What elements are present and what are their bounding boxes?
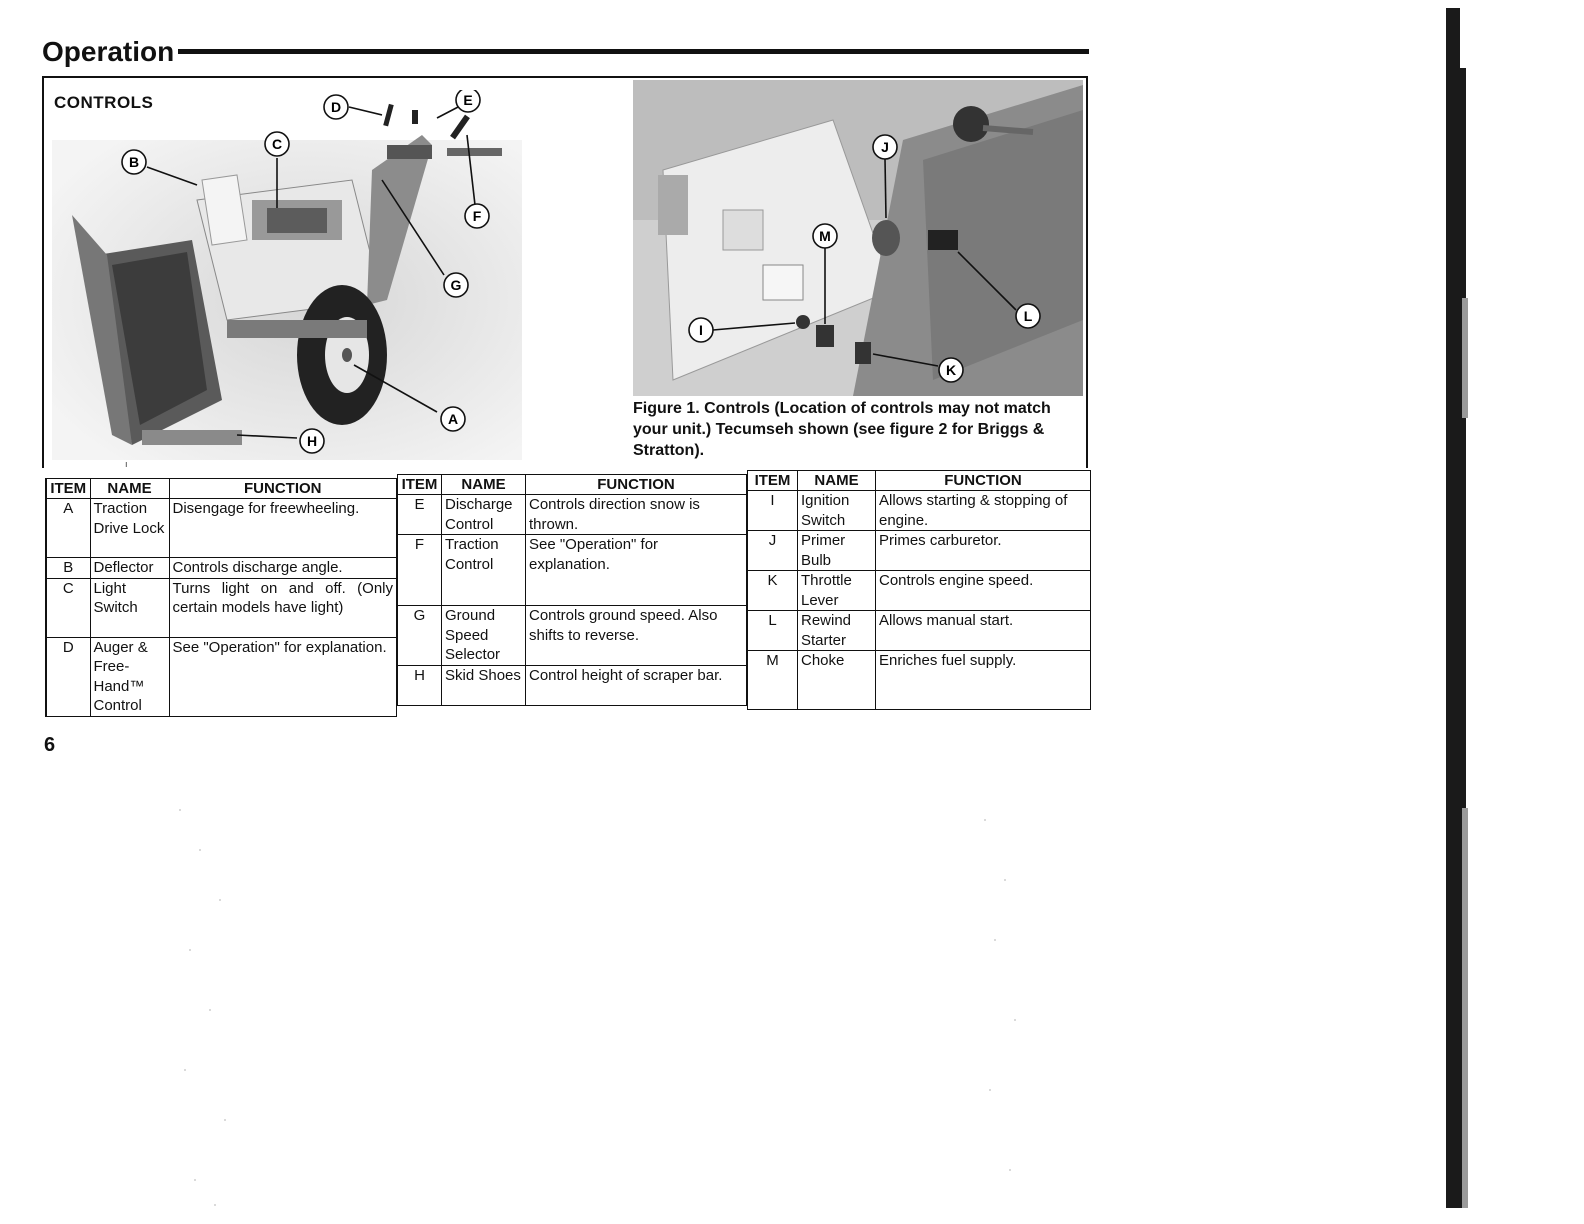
callout-d-label: D	[330, 99, 342, 115]
cell-name: Ignition Switch	[798, 491, 876, 531]
table-row	[46, 499, 397, 558]
cell-name: Traction Control	[442, 535, 526, 606]
header-name: NAME	[798, 471, 876, 491]
title-rule	[178, 49, 1089, 54]
header-name: NAME	[90, 479, 169, 499]
table-row	[748, 651, 1091, 710]
cell-name: Skid Shoes	[442, 665, 526, 705]
cell-function: Turns light on and off. (Only certain models have light)	[169, 578, 397, 637]
callout-a-label: A	[447, 411, 459, 427]
cell-name: Deflector	[90, 558, 169, 579]
cell-function: Controls engine speed.	[876, 571, 1091, 611]
header-item: ITEM	[748, 471, 798, 491]
cell-item: F	[398, 535, 442, 606]
cell-name: Discharge Control	[442, 495, 526, 535]
cell-function: Allows starting & stopping of engine.	[876, 491, 1091, 531]
callout-f-label: F	[472, 208, 482, 224]
cell-name: Primer Bulb	[798, 531, 876, 571]
page-number: 6	[44, 734, 56, 756]
controls-section-label: CONTROLS	[54, 93, 154, 112]
callout-h-label: H	[306, 433, 318, 449]
cell-name: Auger & Free-Hand™ Control	[90, 637, 169, 716]
table-row	[398, 606, 747, 666]
cell-name: Light Switch	[90, 578, 169, 637]
cell-name: Throttle Lever	[798, 571, 876, 611]
table-row	[46, 558, 397, 579]
cell-name: Ground Speed Selector	[442, 606, 526, 666]
cell-item: L	[748, 611, 798, 651]
cell-function: Controls discharge angle.	[169, 558, 397, 579]
cell-name: Rewind Starter	[798, 611, 876, 651]
cell-name: Choke	[798, 651, 876, 710]
engine-closeup-photo	[633, 80, 1083, 396]
cell-item: M	[748, 651, 798, 710]
table-row	[748, 611, 1091, 651]
callout-i-label: I	[699, 322, 703, 338]
cell-function: Enriches fuel supply.	[876, 651, 1091, 710]
table-row	[748, 531, 1091, 571]
table-header-row	[748, 471, 1091, 491]
header-item: ITEM	[398, 475, 442, 495]
table-row	[748, 491, 1091, 531]
callout-c-label: C	[271, 136, 283, 152]
page-title: Operation	[42, 36, 175, 67]
header-function: FUNCTION	[169, 479, 397, 499]
cell-function: Primes carburetor.	[876, 531, 1091, 571]
cell-item: E	[398, 495, 442, 535]
controls-table-group-2	[397, 474, 747, 706]
table-header-row	[46, 479, 397, 499]
cell-item: H	[398, 665, 442, 705]
table-row	[398, 495, 747, 535]
cell-function: Controls ground speed. Also shifts to reverse.	[526, 606, 747, 666]
cell-item: D	[46, 637, 90, 716]
table-row	[46, 637, 397, 716]
cell-item: K	[748, 571, 798, 611]
controls-table-group-3	[747, 470, 1091, 710]
callout-l-label: L	[1023, 308, 1033, 324]
cell-function: Disengage for freewheeling.	[169, 499, 397, 558]
table-row	[398, 665, 747, 705]
table-row	[46, 578, 397, 637]
cell-function: Controls direction snow is thrown.	[526, 495, 747, 535]
cell-function: Control height of scraper bar.	[526, 665, 747, 705]
table-header-row	[398, 475, 747, 495]
header-item: ITEM	[46, 479, 90, 499]
callout-j-label: J	[881, 139, 889, 155]
snowthrower-photo	[52, 90, 522, 460]
cell-item: J	[748, 531, 798, 571]
header-function: FUNCTION	[526, 475, 747, 495]
header-function: FUNCTION	[876, 471, 1091, 491]
cell-name: Traction Drive Lock	[90, 499, 169, 558]
cell-item: C	[46, 578, 90, 637]
figure-caption: Figure 1. Controls (Location of controls may not match your unit.) Tecumseh shown (see figure 2 for Briggs & Stratton).	[633, 400, 1051, 459]
cell-function: Allows manual start.	[876, 611, 1091, 651]
scan-noise	[170, 790, 240, 1220]
scan-binding-edge	[1446, 8, 1468, 1208]
cell-item: A	[46, 499, 90, 558]
header-name: NAME	[442, 475, 526, 495]
callout-g-label: G	[450, 277, 462, 293]
table-row	[398, 535, 747, 606]
callout-b-label: B	[128, 154, 140, 170]
scan-noise	[975, 790, 1025, 1220]
cell-item: B	[46, 558, 90, 579]
callout-m-label: M	[819, 228, 831, 244]
cell-function: See "Operation" for explanation.	[169, 637, 397, 716]
callout-e-label: E	[463, 92, 473, 108]
table-row	[748, 571, 1091, 611]
cell-item: I	[748, 491, 798, 531]
cell-item: G	[398, 606, 442, 666]
controls-table-group-1	[45, 478, 397, 717]
scan-mark: ı	[125, 459, 128, 469]
callout-k-label: K	[945, 362, 957, 378]
cell-function: See "Operation" for explanation.	[526, 535, 747, 606]
